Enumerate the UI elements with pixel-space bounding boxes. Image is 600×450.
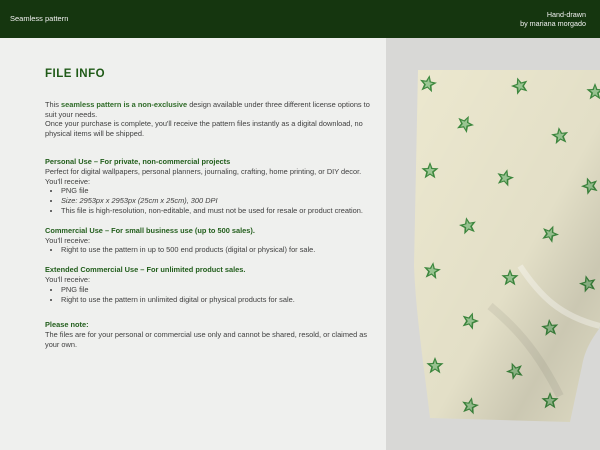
commercial-use-receive: You'll receive: xyxy=(45,235,91,245)
page-title: FILE INFO xyxy=(45,68,106,80)
list-item: • PNG file xyxy=(61,186,375,196)
extended-use-title: Extended Commercial Use – For unlimited product sales. xyxy=(45,265,246,275)
personal-use-section xyxy=(45,157,375,216)
header-bar xyxy=(0,0,600,38)
note-title: Please note: xyxy=(45,320,89,330)
brand-title: Seamless pattern xyxy=(10,14,69,23)
intro-paragraph-2: Once your purchase is complete, you'll receive the pattern files instantly as a digital download, no physical items will be shipped. xyxy=(45,119,363,139)
personal-use-desc: Perfect for digital wallpapers, personal planners, journaling, crafting, home printing, or DIY decor. xyxy=(45,166,362,176)
patterned-fabric-image xyxy=(410,66,600,426)
commercial-use-section xyxy=(45,226,375,255)
file-info-content xyxy=(45,70,375,350)
list-item: • PNG file xyxy=(61,285,375,295)
intro-suffix: design available under three different license options to suit your needs. xyxy=(45,99,370,119)
extended-use-receive: You'll receive: xyxy=(45,274,91,284)
extended-use-section xyxy=(45,265,375,304)
commercial-use-title: Commercial Use – For small business use (up to 500 sales). xyxy=(45,225,255,235)
personal-use-title: Personal Use – For private, non-commercial projects xyxy=(45,156,231,166)
author-line-2: by mariana morgado xyxy=(520,19,586,29)
commercial-use-list xyxy=(45,245,375,255)
author-line-1: Hand-drawn xyxy=(546,10,586,19)
personal-use-receive: You'll receive: xyxy=(45,176,91,186)
list-item: • This file is high-resolution, non-editable, and must not be used for resale or product creation. xyxy=(61,206,375,216)
intro-prefix: This xyxy=(45,99,62,109)
intro-highlight: seamless pattern is a non-exclusive xyxy=(61,99,188,109)
personal-use-list xyxy=(45,186,375,215)
note-text: The files are for your personal or commercial use only and cannot be shared, resold, or claimed as your own. xyxy=(45,330,368,349)
author-credit xyxy=(520,10,586,29)
list-item: • Right to use the pattern in unlimited digital or physical products for sale. xyxy=(61,295,375,305)
intro-paragraph-1 xyxy=(45,100,375,120)
product-photo xyxy=(386,38,600,450)
list-item: • Size: 2953px x 2953px (25cm x 25cm), 300 DPI xyxy=(61,196,375,206)
extended-use-list xyxy=(45,285,375,305)
list-item: • Right to use the pattern in up to 500 end products (digital or physical) for sale. xyxy=(61,245,375,255)
